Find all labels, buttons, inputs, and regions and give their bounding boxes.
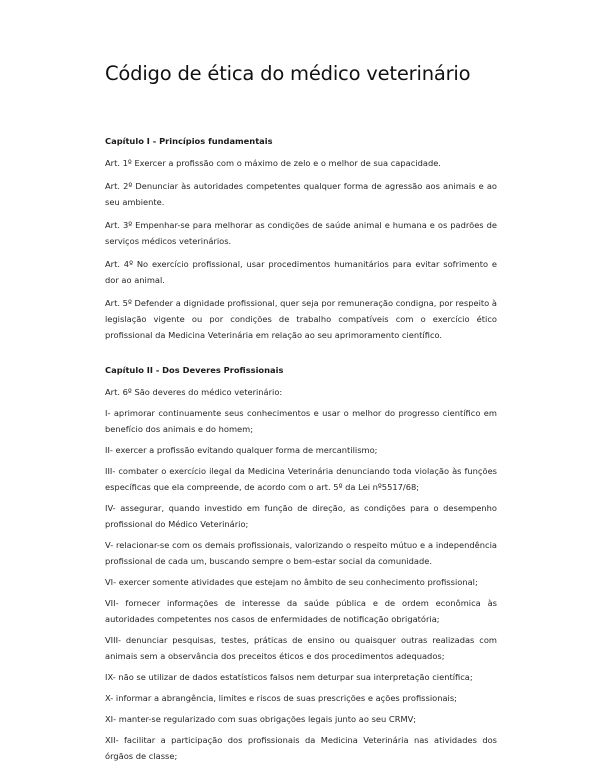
article-1: Art. 1º Exercer a profissão com o máximo de zelo e o melhor de sua capacidade. (105, 158, 441, 168)
duty-item-9: IX- não se utilizar de dados estatísticos falsos nem deturpar sua interpretação científica; (105, 672, 473, 682)
article-3: Art. 3º Empenhar-se para melhorar as condições de saúde animal e humana e os padrões de serviços médicos veterinários. (105, 220, 497, 246)
chapter-2-heading: Capítulo II - Dos Deveres Profissionais (105, 365, 284, 375)
article-4: Art. 4º No exercício profissional, usar procedimentos humanitários para evitar sofrimento e dor ao animal. (105, 259, 497, 285)
article-2: Art. 2º Denunciar às autoridades competentes qualquer forma de agressão aos animais e ao seu ambiente. (105, 181, 497, 207)
duty-item-10: X- informar a abrangência, limites e riscos de suas prescrições e ações profissionais; (105, 693, 457, 703)
chapter-2-section (105, 362, 497, 764)
chapter-1-heading: Capítulo I - Princípios fundamentais (105, 136, 273, 146)
document-title: Código de ética do médico veterinário (105, 62, 471, 85)
chapter-spacer (105, 350, 497, 362)
duty-item-3: III- combater o exercício ilegal da Medicina Veterinária denunciando toda violação às funções específicas que ela compreende, de acordo com o art. 5º da Lei nº5517/68; (105, 466, 497, 492)
duty-item-7: VII- fornecer informações de interesse da saúde pública e de ordem econômica às autoridades competentes nos casos de enfermidades de notificação obrigatória; (105, 598, 497, 624)
duty-item-4: IV- assegurar, quando investido em função de direção, as condições para o desempenho profissional do Médico Veterinário; (105, 503, 497, 529)
article-6-intro: Art. 6º São deveres do médico veterinário: (105, 387, 283, 397)
duty-item-11: XI- manter-se regularizado com suas obrigações legais junto ao seu CRMV; (105, 714, 417, 724)
duty-item-1: I- aprimorar continuamente seus conhecimentos e usar o melhor do progresso científico em benefício dos animais e do homem; (105, 408, 497, 434)
duty-item-2: II- exercer a profissão evitando qualquer forma de mercantilismo; (105, 445, 378, 455)
chapter-1-section (105, 133, 497, 343)
duty-item-6: VI- exercer somente atividades que estejam no âmbito de seu conhecimento profissional; (105, 577, 478, 587)
duty-item-8: VIII- denunciar pesquisas, testes, práticas de ensino ou quaisquer outras realizadas com animais sem a observância dos preceitos éticos e dos procedimentos adequados; (105, 635, 497, 661)
document-body (105, 133, 497, 769)
duty-item-12: XII- facilitar a participação dos profissionais da Medicina Veterinária nas atividades dos órgãos de classe; (105, 735, 497, 761)
article-5: Art. 5º Defender a dignidade profissional, quer seja por remuneração condigna, por respeito à legislação vigente ou por condições de trabalho compatíveis com o exercício ético profissional da Medicina Veterinária em relação ao seu aprimoramento científico. (105, 298, 497, 340)
duty-item-5: V- relacionar-se com os demais profissionais, valorizando o respeito mútuo e a independência profissional de cada um, buscando sempre o bem-estar social da comunidade. (105, 540, 497, 566)
